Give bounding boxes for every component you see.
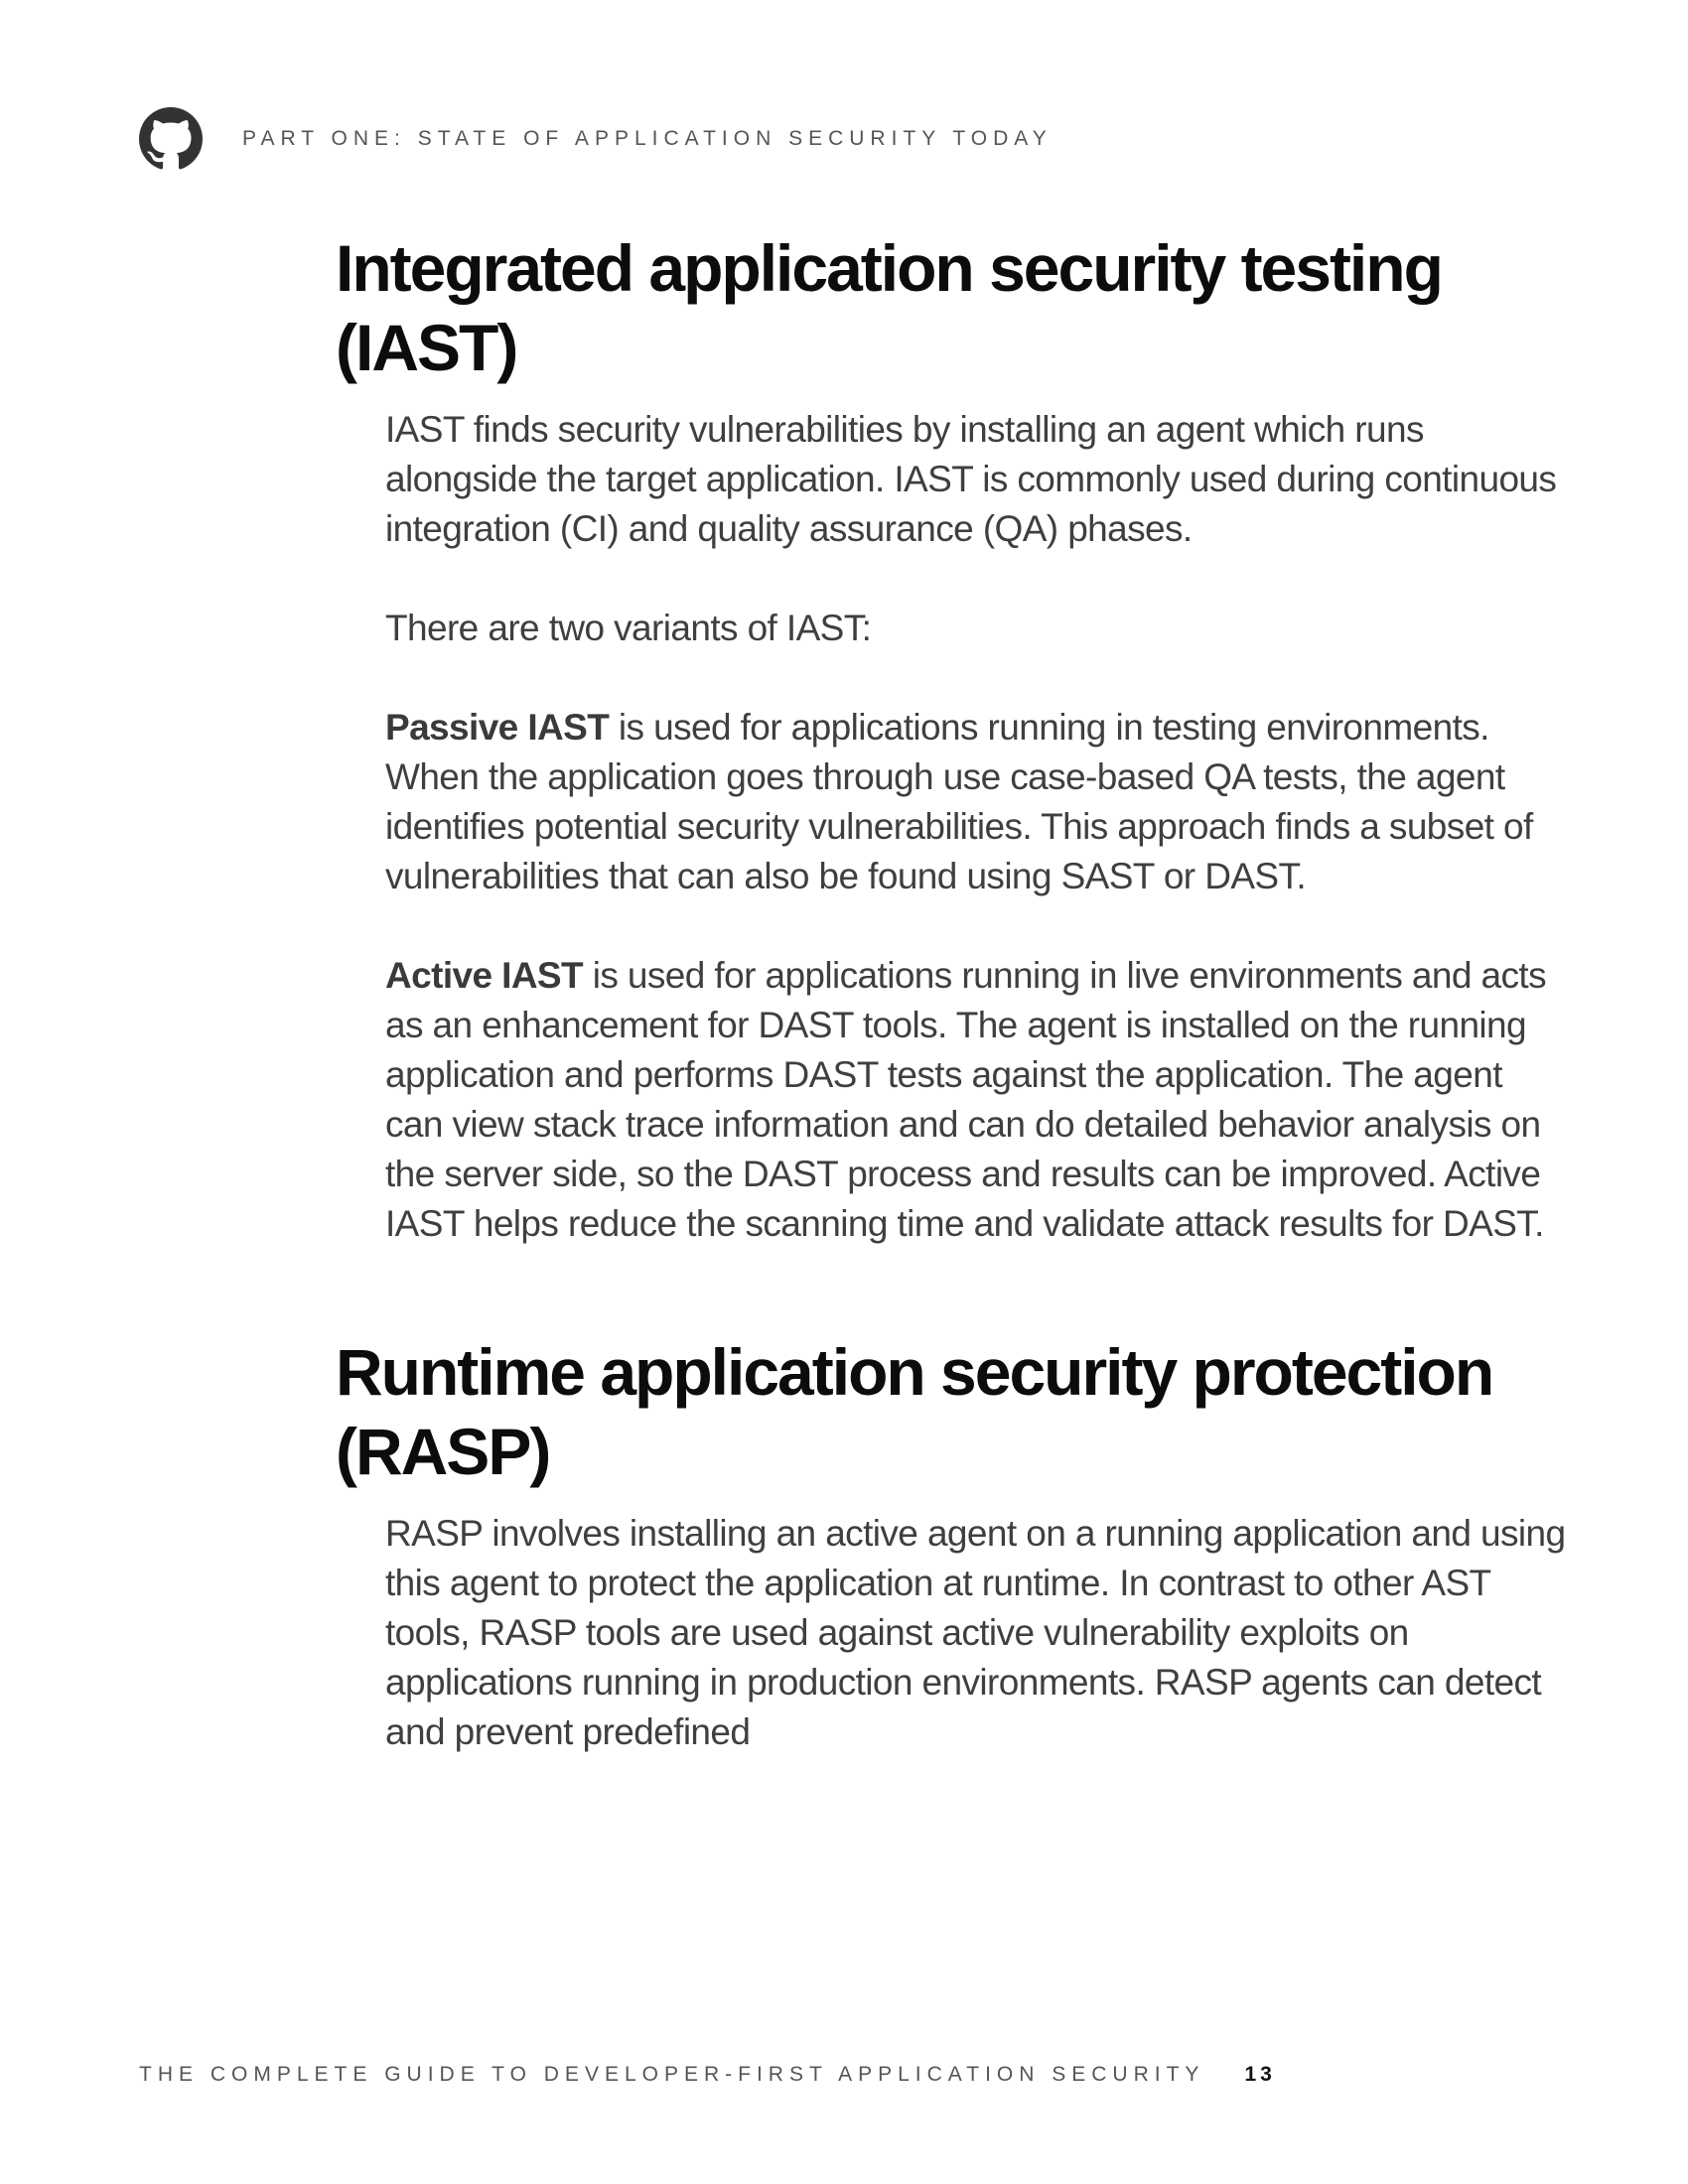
iast-intro-paragraph [385, 405, 1567, 554]
main-content [336, 228, 1567, 1757]
page-footer [139, 2063, 1276, 2087]
paragraph-text: There are two variants of IAST: [385, 608, 872, 648]
rasp-body [385, 1509, 1567, 1757]
active-iast-term: Active IAST [385, 955, 584, 996]
paragraph-text: RASP involves installing an active agent on a running application and using this agent to protect the application at runtime. In contrast to other AST tools, RASP tools are used against active vulnerability exploits on applications running in production environments. RASP agents can detect and prevent predefined [385, 1513, 1566, 1752]
iast-heading [336, 228, 1567, 387]
guide-title: THE COMPLETE GUIDE TO DEVELOPER-FIRST APPLICATION SECURITY [139, 2063, 1205, 2086]
github-octocat-icon [139, 107, 203, 171]
passive-iast-paragraph [385, 703, 1567, 901]
iast-body [385, 405, 1567, 1249]
rasp-heading-line1: Runtime application security protection [336, 1335, 1493, 1409]
rasp-heading [336, 1332, 1567, 1491]
page-header [139, 107, 1053, 171]
paragraph-text: IAST finds security vulnerabilities by installing an agent which runs alongside the target application. IAST is commonly used during continuous integration (CI) and quality assurance (QA) phases. [385, 409, 1557, 549]
rasp-intro-paragraph [385, 1509, 1567, 1757]
paragraph-text: is used for applications running in testing environments. When the application goes through use case-based QA tests, the agent identifies potential security vulnerabilities. This approach finds a subset of vulnerabilities that can also be found using SAST or DAST. [385, 707, 1533, 896]
iast-heading-line1: Integrated application security testing [336, 231, 1442, 305]
passive-iast-term: Passive IAST [385, 707, 610, 748]
iast-variants-paragraph [385, 604, 1567, 653]
section-label: PART ONE: STATE OF APPLICATION SECURITY TODAY [242, 127, 1053, 150]
active-iast-paragraph [385, 951, 1567, 1249]
iast-heading-line2: (IAST) [336, 311, 517, 384]
paragraph-text: is used for applications running in live environments and acts as an enhancement for DAST tools. The agent is installed on the running application and performs DAST tests against the application. The agent can view stack trace information and can do detailed behavior analysis on the server side, so the DAST process and results can be improved. Active IAST helps reduce the scanning time and validate attack results for DAST. [385, 955, 1546, 1244]
rasp-heading-line2: (RASP) [336, 1415, 550, 1488]
page-number: 13 [1244, 2063, 1276, 2086]
